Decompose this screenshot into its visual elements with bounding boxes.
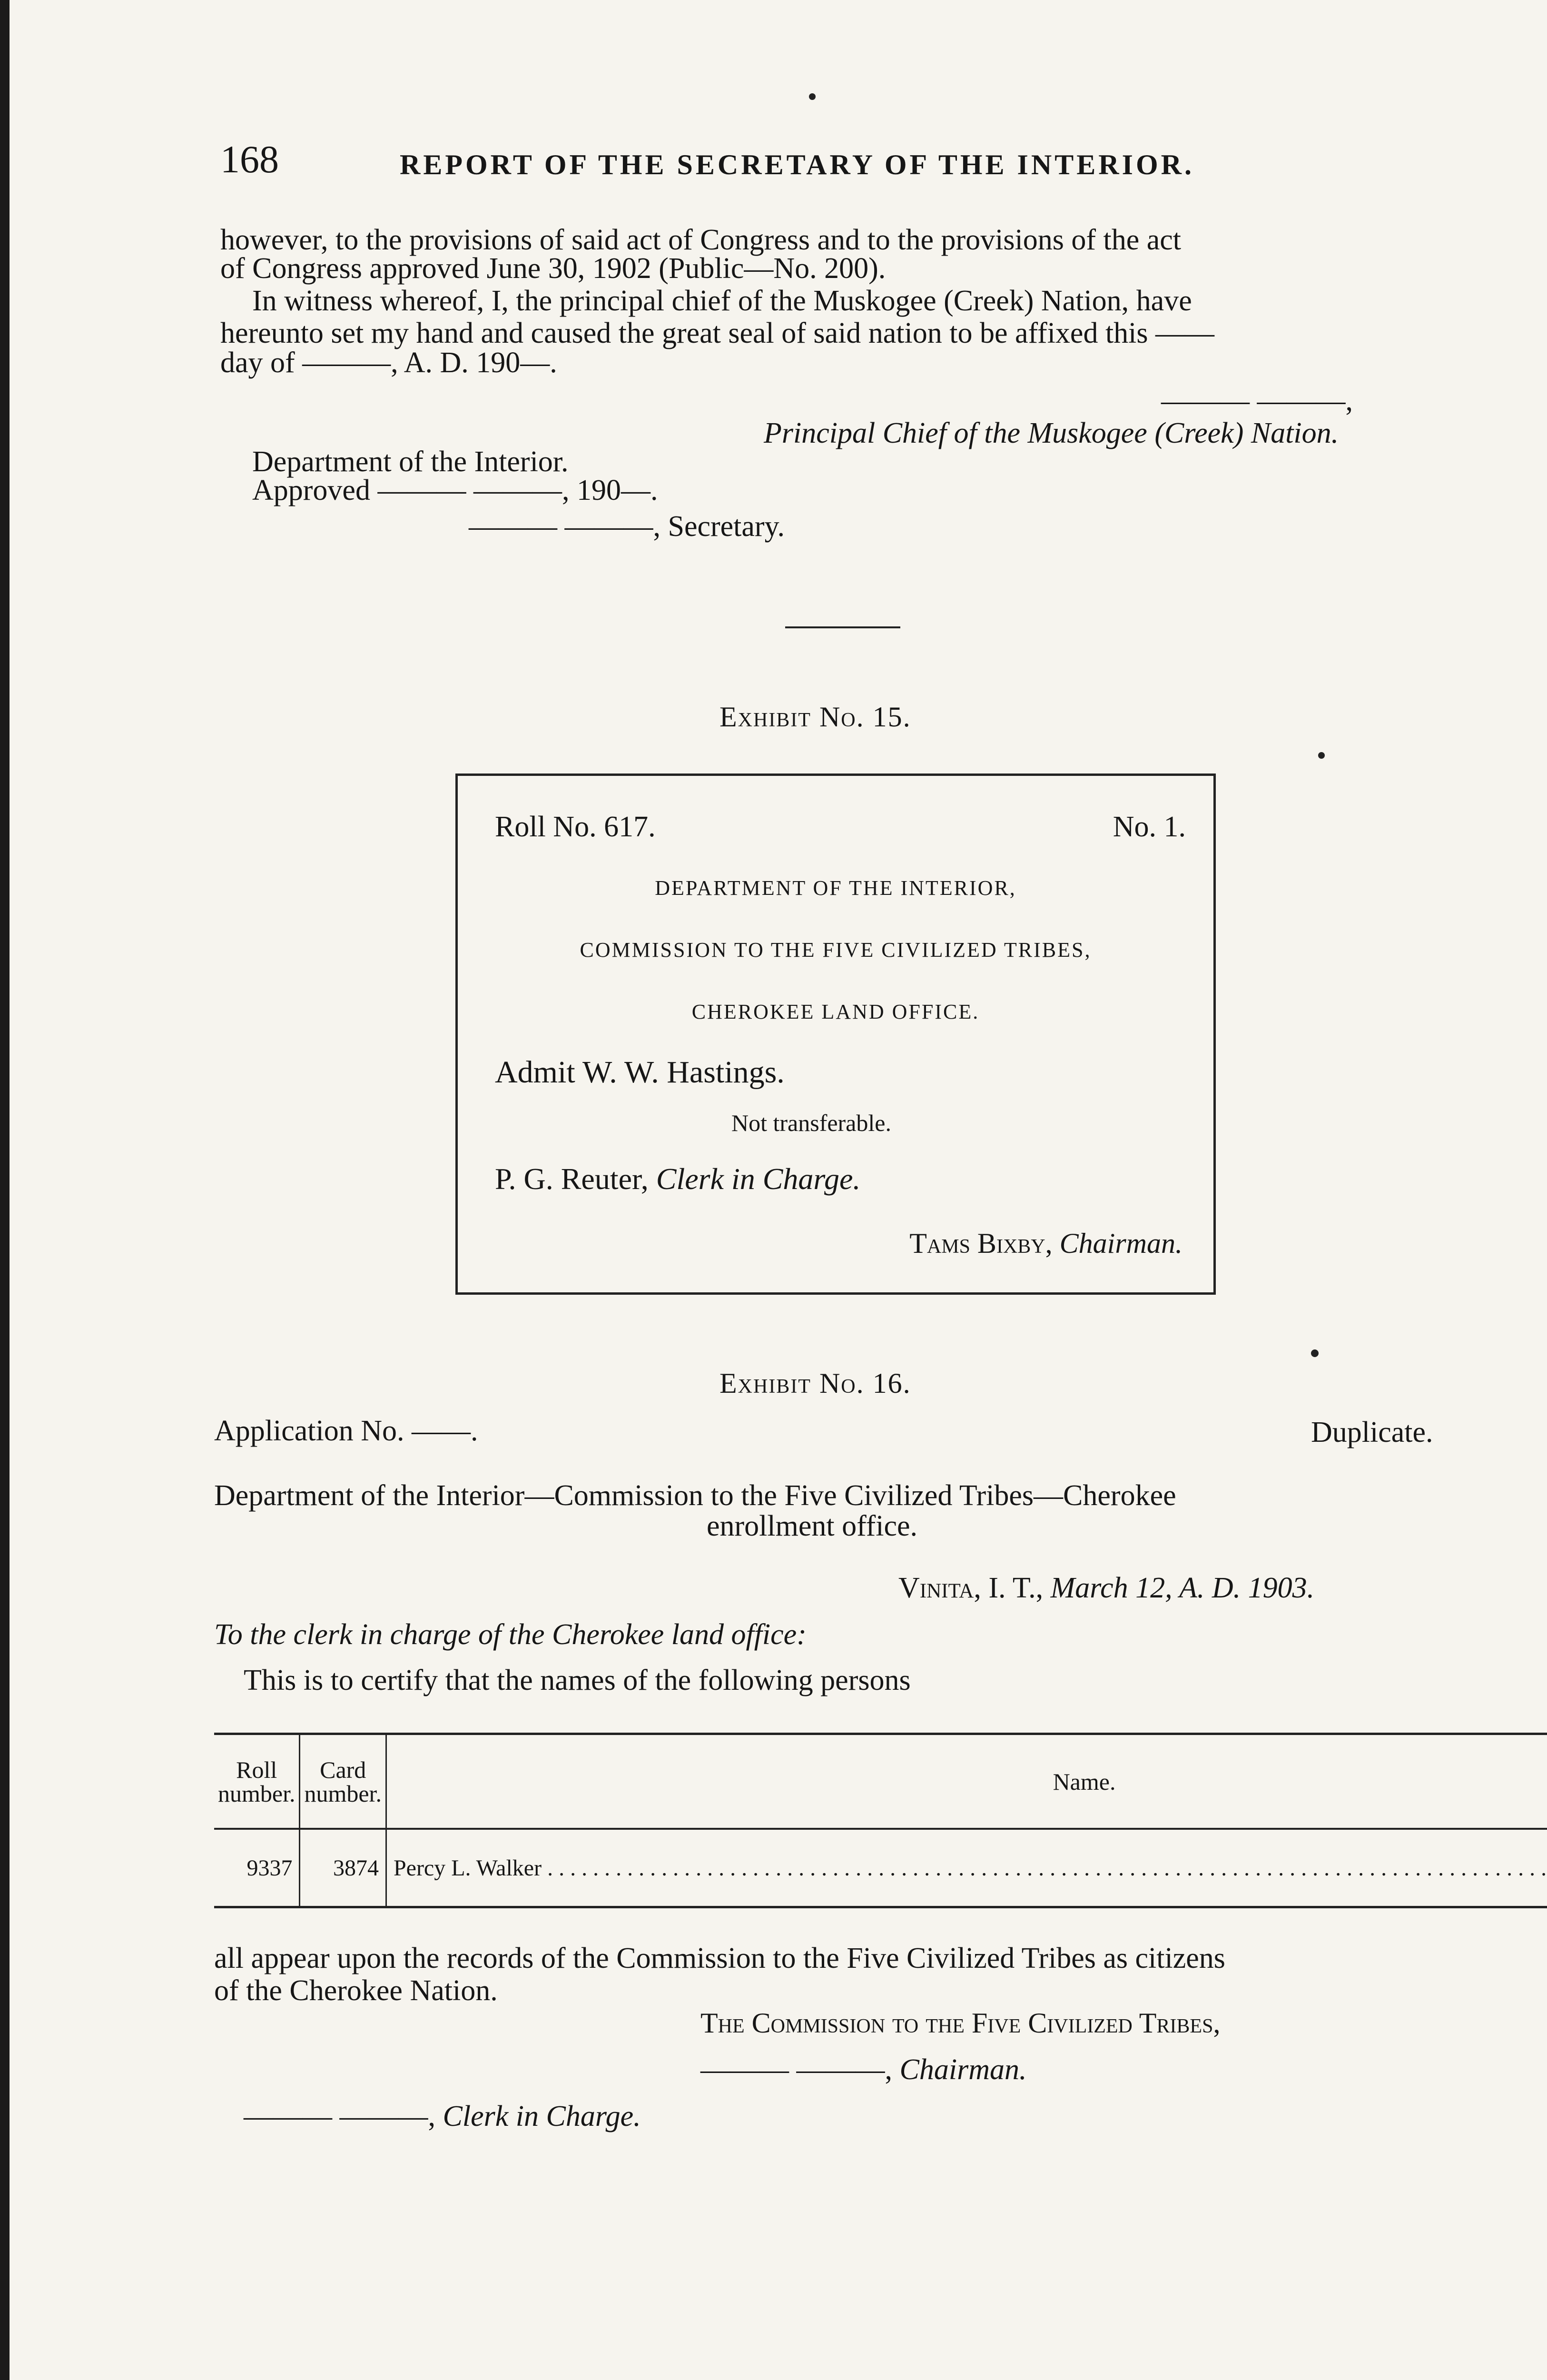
ticket-number: No. 1. <box>1113 811 1186 843</box>
cell-roll: 9337 <box>214 1829 300 1907</box>
header-card-number: Card number. <box>300 1734 386 1829</box>
commission-clerk-line <box>244 2100 641 2132</box>
clerk-title: Clerk in Charge. <box>656 1162 861 1196</box>
ticket-land-office: CHEROKEE LAND OFFICE. <box>691 1000 980 1023</box>
exhibit-15-heading: Exhibit No. 15. <box>719 701 911 733</box>
commission-signature: The Commission to the Five Civilized Tribes, <box>700 2007 1221 2039</box>
enrollment-dept-line2: enrollment office. <box>707 1510 918 1542</box>
chairman-title: Chairman. <box>1059 1228 1182 1259</box>
para2-line3: day of ———, A. D. 190—. <box>220 347 557 379</box>
scan-left-edge <box>0 0 10 2380</box>
para2-line1: In witness whereof, I, the principal chief of the Muskogee (Creek) Nation, have <box>252 285 1192 317</box>
exhibit-16-heading: Exhibit No. 16. <box>719 1368 911 1399</box>
running-title: REPORT OF THE SECRETARY OF THE INTERIOR. <box>400 149 1194 180</box>
section-divider <box>785 626 900 628</box>
chairman-name: Tams Bixby, <box>909 1228 1053 1259</box>
clerk-blank: ——— ———, <box>244 2100 435 2132</box>
scan-speck <box>1318 752 1325 759</box>
page-number: 168 <box>220 138 279 181</box>
commission-chairman-title: Chairman. <box>899 2053 1027 2086</box>
application-number: Application No. ——. <box>214 1415 478 1447</box>
enrollment-dept-line1: Department of the Interior—Commission to the Five Civilized Tribes—Cherokee <box>214 1479 1176 1512</box>
table-header-row <box>214 1734 1547 1829</box>
header-roll-number: Roll number. <box>214 1734 300 1829</box>
table-row <box>214 1829 1547 1907</box>
cell-name-text: Percy L. Walker <box>393 1855 542 1881</box>
ticket-chairman <box>909 1227 1182 1260</box>
clerk-name: P. G. Reuter, <box>495 1162 649 1196</box>
ticket-commission: COMMISSION TO THE FIVE CIVILIZED TRIBES, <box>580 938 1092 962</box>
roll-number: Roll No. 617. <box>495 811 656 843</box>
admit-line: Admit W. W. Hastings. <box>495 1055 785 1090</box>
cell-name <box>386 1829 1547 1907</box>
place: Vinita, I. T., <box>898 1572 1044 1604</box>
after-line2: of the Cherokee Nation. <box>214 1974 498 2007</box>
department-line: Department of the Interior. <box>252 446 569 478</box>
scan-speck <box>809 93 816 100</box>
signature-title: Principal Chief of the Muskogee (Creek) Nation. <box>764 417 1339 449</box>
commission-clerk-title: Clerk in Charge. <box>443 2100 641 2132</box>
para1-line2: of Congress approved June 30, 1902 (Public—No. 200). <box>220 252 886 285</box>
ticket-department: DEPARTMENT OF THE INTERIOR, <box>655 876 1016 900</box>
para2-line2: hereunto set my hand and caused the great seal of said nation to be affixed this —— <box>220 317 1215 349</box>
header-name: Name. <box>386 1734 1547 1829</box>
cell-card: 3874 <box>300 1829 386 1907</box>
not-transferable: Not transferable. <box>731 1110 891 1136</box>
after-line1: all appear upon the records of the Commission to the Five Civilized Tribes as citizens <box>214 1942 1225 1974</box>
signature-blank: ——— ———, <box>1161 385 1353 417</box>
commission-chairman-line <box>700 2053 1026 2086</box>
ticket-clerk <box>495 1161 860 1197</box>
secretary-line: ——— ———, Secretary. <box>469 510 785 543</box>
enrollment-table <box>214 1733 1547 1908</box>
salutation: To the clerk in charge of the Cherokee land office: <box>214 1618 807 1651</box>
para1-line1: however, to the provisions of said act of Congress and to the provisions of the act <box>220 224 1181 256</box>
admission-ticket <box>455 774 1216 1295</box>
duplicate-label: Duplicate. <box>1311 1416 1433 1448</box>
place-date-line <box>898 1572 1314 1604</box>
approved-line: Approved ——— ———, 190—. <box>252 474 658 506</box>
date: March 12, A. D. 1903. <box>1050 1572 1315 1604</box>
certify-line: This is to certify that the names of the following persons <box>244 1664 911 1696</box>
scan-speck <box>1311 1349 1319 1357</box>
chairman-blank: ——— ———, <box>700 2053 892 2086</box>
